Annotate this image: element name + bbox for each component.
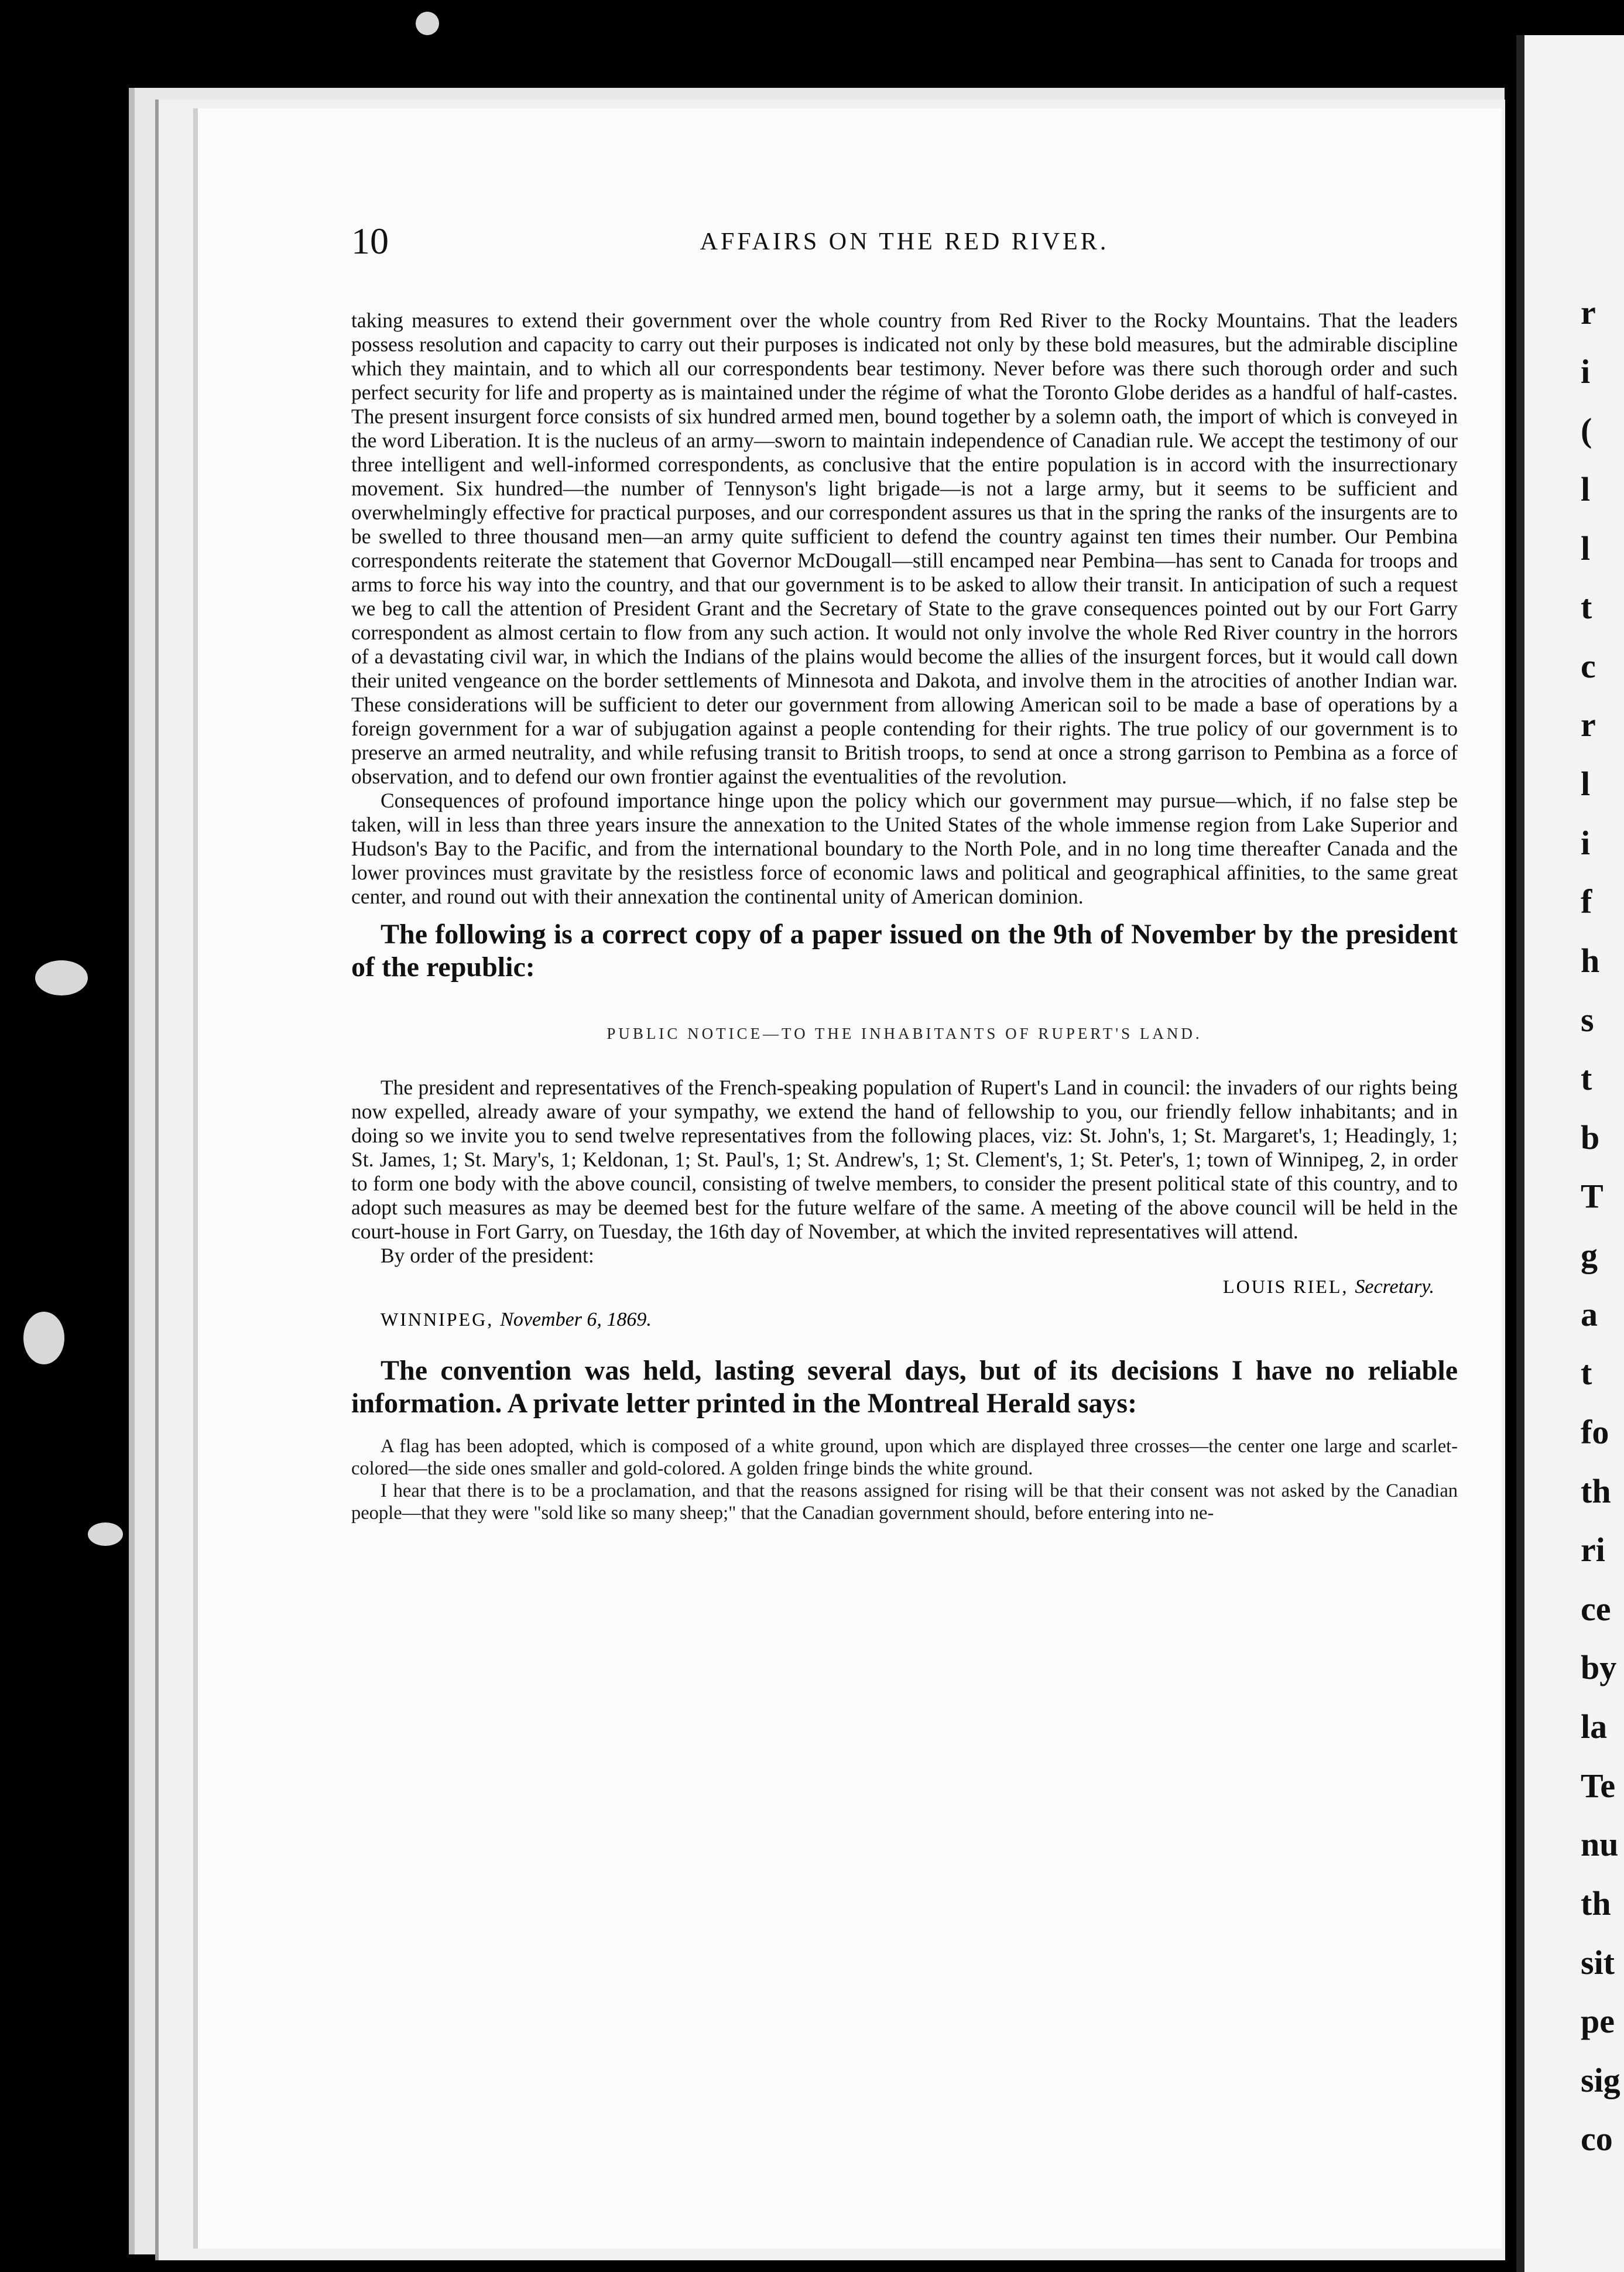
adjacent-page-fragment: la	[1581, 1708, 1608, 1746]
adjacent-page-fragment: h	[1581, 942, 1600, 980]
adjacent-page-fragment: pe	[1581, 2002, 1615, 2040]
adjacent-page-fragment: l	[1581, 470, 1591, 508]
adjacent-page-fragment: sit	[1581, 1943, 1615, 1982]
quote-paragraph-2: I hear that there is to be a proclamation, and that the reasons assigned for rising will be that their consent was not asked by the Canadian people—that they were "sold like so many sheep;" that the Canadian government should, before entering into ne-	[351, 1480, 1458, 1524]
dateline-date: November 6, 1869.	[500, 1309, 652, 1330]
adjacent-page-fragment: (	[1581, 411, 1592, 449]
adjacent-page-fragment: fo	[1581, 1413, 1609, 1451]
adjacent-page-fragment: t	[1581, 1354, 1592, 1392]
paragraph-4: The convention was held, lasting several days, but of its decisions I have no reliable information. A private letter printed in the Montreal Herald says:	[351, 1355, 1458, 1419]
adjacent-page-fragment: by	[1581, 1648, 1617, 1686]
quote-paragraph-1: A flag has been adopted, which is composed of a white ground, upon which are displayed three crosses—the center one large and scarlet-colored—the side ones smaller and gold-colored. A golden fringe binds the white ground.	[351, 1436, 1458, 1479]
paragraph-2: Consequences of profound importance hinge upon the policy which our government may pursue—which, if no false step be taken, will in less than three years insure the annexation to the United States of the whole immense region from Lake Superior and Hudson's Bay to the Pacific, and from the international boundary to the North Pole, and in no long time thereafter Canada and the lower provinces must gravitate by the resistless force of economic laws and political and geographical affinities, to the same great center, and round out with their annexation the continental unity of American dominion.	[351, 789, 1458, 908]
adjacent-page-fragment: b	[1581, 1118, 1600, 1156]
running-title: AFFAIRS ON THE RED RIVER.	[700, 228, 1109, 255]
paragraph-3: The following is a correct copy of a paper issued on the 9th of November by the president of the republic:	[351, 919, 1458, 983]
page-10	[193, 108, 1502, 2249]
page-number: 10	[351, 220, 389, 262]
adjacent-page-fragment: Te	[1581, 1767, 1616, 1805]
adjacent-page-fragment: t	[1581, 1059, 1592, 1097]
page-content	[351, 220, 1458, 1524]
dateline-place: WINNIPEG,	[381, 1309, 494, 1330]
body-text	[351, 309, 1458, 909]
adjacent-page-fragment: r	[1581, 706, 1596, 744]
adjacent-page-fragment: s	[1581, 1001, 1594, 1039]
adjacent-page-fragment: nu	[1581, 1825, 1619, 1863]
signatory-title: Secretary.	[1355, 1276, 1434, 1298]
notice-order: By order of the president:	[381, 1244, 594, 1267]
page-header	[351, 220, 1458, 278]
notice-body	[351, 1076, 1458, 1268]
dateline	[381, 1309, 1458, 1331]
adjacent-page-fragment: f	[1581, 882, 1592, 921]
signatory: LOUIS RIEL,	[1223, 1276, 1349, 1297]
adjacent-page-fragment: i	[1581, 824, 1591, 862]
adjacent-page-fragment: g	[1581, 1236, 1598, 1274]
adjacent-page-fragment: t	[1581, 588, 1592, 626]
adjacent-page-fragment: T	[1581, 1177, 1604, 1215]
paragraph-1: taking measures to extend their government over the whole country from Red River to the Rocky Mountains. That the leaders possess resolution and capacity to carry out their purposes is indicated not only by these bold measures, but the admirable discipline which they maintain, and to which all our correspondents bear testimony. Never before was there such thorough order and such perfect security for life and property as is maintained under the régime of what the Toronto Globe derides as a handful of half-castes. The present insurgent force consists of six hundred armed men, bound together by a solemn oath, the import of which is conveyed in the word Liberation. It is the nucleus of an army—sworn to maintain independence of Canadian rule. We accept the testimony of our three intelligent and well-informed correspondents, as conclusive that the entire population is in accord with the insurrectionary movement. Six hundred—the number of Tennyson's light brigade—is not a large army, but it seems to be sufficient and overwhelmingly effective for practical purposes, and our correspondent assures us that in the spring the ranks of the insurgents are to be swelled to three thousand men—an army quite sufficient to defend the country against ten times their number. Our Pembina correspondents reiterate the statement that Governor McDougall—still encamped near Pembina—has sent to Canada for troops and arms to force his way into the country, and that our government is to be asked to allow their transit. In anticipation of such a request we beg to call the attention of President Grant and the Secretary of State to the grave consequences pointed out by our Fort Garry correspondent as almost certain to flow from any such action. It would not only involve the whole Red River country in the horrors of a devastating civil war, in which the Indians of the plains would become the allies of the insurgent forces, but it would call down their united vengeance on the border settlements of Minnesota and Dakota, and involve them in the atrocities of another Indian war. These considerations will be sufficient to deter our government from allowing American soil to be made a base of operations by a foreign government for a war of subjugation against a people contending for their rights. The true policy of our government is to preserve an armed neutrality, and while refusing transit to British troops, to send at once a strong garrison to Pembina as a force of observation, and to defend our own frontier against the eventualities of the revolution.	[351, 309, 1458, 788]
adjacent-page-fragment: ri	[1581, 1531, 1605, 1569]
adjacent-page-fragment: i	[1581, 353, 1591, 391]
notice-heading: PUBLIC NOTICE—TO THE INHABITANTS OF RUPERT'S LAND.	[607, 1025, 1202, 1042]
adjacent-page-fragment: co	[1581, 2120, 1613, 2158]
adjacent-page-fragment: l	[1581, 765, 1591, 803]
adjacent-page-fragment: th	[1581, 1472, 1611, 1510]
adjacent-page-fragment: th	[1581, 1884, 1611, 1922]
signature-line	[351, 1276, 1434, 1298]
notice-text: The president and representatives of the French-speaking population of Rupert's Land in council: the invaders of our rights being now expelled, already aware of your sympathy, we extend the hand of fellowship to you, our friendly fellow inhabitants; and in doing so we invite you to send twelve representatives from the following places, viz: St. John's, 1; St. Margaret's, 1; Headingly, 1; St. James, 1; St. Mary's, 1; Keldonan, 1; St. Paul's, 1; St. Andrew's, 1; St. Clement's, 1; St. Peter's, 1; town of Winnipeg, 2, in order to form one body with the above council, consisting of twelve members, to consider the present political state of this country, and to adopt such measures as may be deemed best for the future welfare of the same. A meeting of the above council will be held in the court-house in Fort Garry, on Tuesday, the 16th day of November, at which the invited representatives will attend.	[351, 1076, 1458, 1243]
adjacent-page-fragment: r	[1581, 293, 1596, 331]
adjacent-page-fragment: a	[1581, 1295, 1598, 1333]
adjacent-page-fragment: sig	[1581, 2061, 1620, 2099]
adjacent-page-fragment: ce	[1581, 1590, 1611, 1628]
quoted-letter	[351, 1435, 1458, 1524]
adjacent-page-strip	[1516, 35, 1624, 2272]
adjacent-page-fragment: l	[1581, 529, 1591, 567]
adjacent-page-fragment: c	[1581, 647, 1596, 685]
